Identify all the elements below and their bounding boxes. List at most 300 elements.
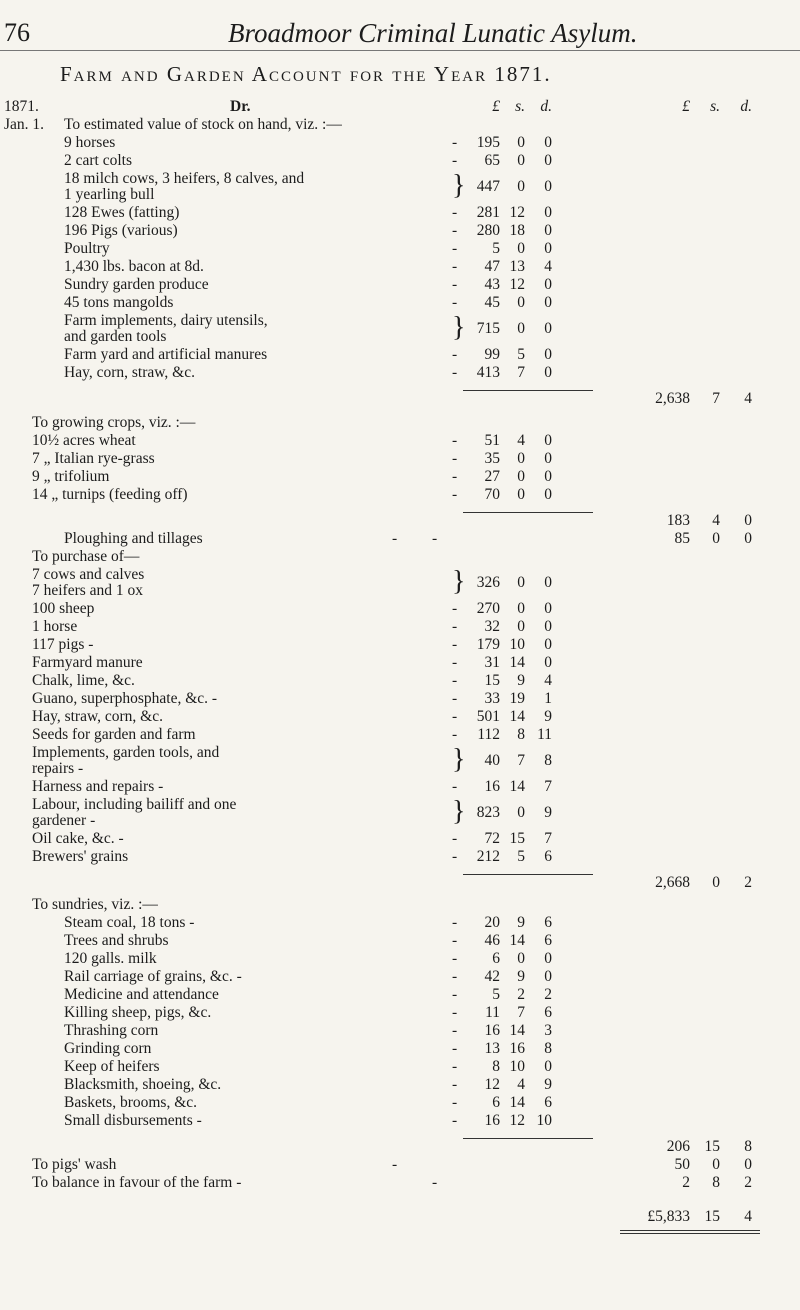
sundries-label: Small disbursements - bbox=[64, 1112, 202, 1129]
year-label: 1871. bbox=[4, 98, 39, 115]
purchase-label-line1: Implements, garden tools, and bbox=[32, 744, 220, 761]
leader-dash: - bbox=[452, 932, 458, 949]
stock-label-line1: 18 milch cows, 3 heifers, 8 calves, and bbox=[64, 170, 305, 187]
leader-dash: - bbox=[452, 468, 458, 485]
purchase-shillings: 0 bbox=[517, 618, 525, 635]
sundries-total-d: 8 bbox=[744, 1138, 752, 1155]
grand-total-rule-2 bbox=[620, 1233, 760, 1234]
purchase-label: Oil cake, &c. - bbox=[32, 830, 124, 847]
sundries-row bbox=[0, 1076, 800, 1094]
leader-dash: - bbox=[452, 1076, 458, 1093]
purchase-row bbox=[0, 690, 800, 708]
purchase-label: Hay, straw, corn, &c. bbox=[32, 708, 163, 725]
purchase-pence: 9 bbox=[544, 708, 552, 725]
stock-row bbox=[0, 222, 800, 240]
purchase-label-line2: gardener - bbox=[32, 812, 96, 829]
purchase-pence: 7 bbox=[544, 778, 552, 795]
purchase-shillings: 0 bbox=[517, 574, 525, 591]
purchase-pence: 0 bbox=[544, 600, 552, 617]
pence-head-2: d. bbox=[740, 98, 752, 115]
leader-dash: - bbox=[452, 830, 458, 847]
stock-label: Sundry garden produce bbox=[64, 276, 209, 293]
leader-dash: - bbox=[452, 258, 458, 275]
stock-row bbox=[0, 364, 800, 382]
ploughing-row: Ploughing and tillages - - 85 0 0 bbox=[64, 530, 752, 547]
stock-pounds: 45 bbox=[484, 294, 500, 311]
sundries-heading-text: To sundries, viz. :— bbox=[32, 896, 158, 913]
leader-dash: - bbox=[452, 134, 458, 151]
purchase-pounds: 179 bbox=[476, 636, 500, 653]
leader-dash: - bbox=[452, 1004, 458, 1021]
sundries-pounds: 16 bbox=[484, 1022, 500, 1039]
purchase-pounds: 40 bbox=[484, 752, 500, 769]
crops-pence: 0 bbox=[544, 450, 552, 467]
purchase-pence: 0 bbox=[544, 618, 552, 635]
stock-pence: 0 bbox=[544, 294, 552, 311]
purchase-pounds: 823 bbox=[476, 804, 500, 821]
purchase-total-l: 2,668 bbox=[655, 874, 690, 891]
crops-heading bbox=[0, 414, 800, 432]
purchase-pence: 0 bbox=[544, 574, 552, 591]
sundries-row bbox=[0, 1112, 800, 1130]
crops-pounds: 35 bbox=[484, 450, 500, 467]
purchase-shillings: 15 bbox=[509, 830, 525, 847]
stock-label: 45 tons mangolds bbox=[64, 294, 174, 311]
stock-pounds: 447 bbox=[476, 178, 500, 195]
purchase-pounds: 33 bbox=[484, 690, 500, 707]
purchase-pounds: 31 bbox=[484, 654, 500, 671]
stock-row bbox=[0, 294, 800, 312]
stock-pence: 0 bbox=[544, 222, 552, 239]
pigs-wash-row: To pigs' wash - 50 0 0 bbox=[32, 1156, 752, 1173]
crops-subtotal-rule bbox=[463, 512, 593, 513]
grand-total-d: 4 bbox=[744, 1208, 752, 1225]
sundries-pounds: 42 bbox=[484, 968, 500, 985]
leader-dash: - bbox=[452, 1022, 458, 1039]
stock-label: Farm yard and artificial manures bbox=[64, 346, 268, 363]
stock-row bbox=[0, 258, 800, 276]
purchase-shillings: 14 bbox=[509, 778, 525, 795]
stock-pounds: 280 bbox=[476, 222, 500, 239]
brace-mark: } bbox=[452, 312, 466, 343]
stock-label: 1,430 lbs. bacon at 8d. bbox=[64, 258, 204, 275]
crops-total-row bbox=[0, 504, 800, 529]
stock-row bbox=[0, 312, 800, 346]
stock-shillings: 12 bbox=[509, 276, 525, 293]
sundries-shillings: 14 bbox=[509, 1094, 525, 1111]
purchase-label-line1: Labour, including bailiff and one bbox=[32, 796, 237, 813]
crops-heading-text: To growing crops, viz. :— bbox=[32, 414, 196, 431]
purchase-pounds: 112 bbox=[477, 726, 500, 743]
stock-row bbox=[0, 152, 800, 170]
sundries-pounds: 6 bbox=[492, 950, 500, 967]
leader-dash: - bbox=[452, 276, 458, 293]
leader-dash: - bbox=[452, 294, 458, 311]
stock-label: 9 horses bbox=[64, 134, 116, 151]
stock-pounds: 5 bbox=[492, 240, 500, 257]
dr-label: Dr. bbox=[230, 98, 251, 115]
purchase-row bbox=[0, 566, 800, 600]
sundries-label: Keep of heifers bbox=[64, 1058, 160, 1075]
balance-row: To balance in favour of the farm - - 2 8 2 bbox=[32, 1174, 752, 1191]
crops-total-s: 4 bbox=[712, 512, 720, 529]
leader-dash: - bbox=[452, 222, 458, 239]
sundries-pence: 8 bbox=[544, 1040, 552, 1057]
sundries-pence: 10 bbox=[536, 1112, 552, 1129]
sundries-shillings: 9 bbox=[517, 968, 525, 985]
purchase-shillings: 10 bbox=[509, 636, 525, 653]
purchase-label-line2: repairs - bbox=[32, 760, 84, 777]
crops-label: 9 „ trifolium bbox=[32, 468, 110, 485]
purchase-row bbox=[0, 778, 800, 796]
stock-row bbox=[0, 346, 800, 364]
leader-dash: - bbox=[452, 848, 458, 865]
sundries-pence: 0 bbox=[544, 950, 552, 967]
pigs-wash-s: 0 bbox=[712, 1156, 720, 1173]
leader-dash: - bbox=[452, 672, 458, 689]
crops-pence: 0 bbox=[544, 468, 552, 485]
grand-total-row bbox=[0, 1208, 800, 1226]
sundries-label: Steam coal, 18 tons - bbox=[64, 914, 195, 931]
sundries-shillings: 7 bbox=[517, 1004, 525, 1021]
sundries-pence: 0 bbox=[544, 1058, 552, 1075]
stock-pence: 4 bbox=[544, 258, 552, 275]
stock-subtotal-rule bbox=[463, 390, 593, 391]
purchase-pence: 0 bbox=[544, 636, 552, 653]
stock-label-line1: Farm implements, dairy utensils, bbox=[64, 312, 268, 329]
purchase-pounds: 15 bbox=[484, 672, 500, 689]
pigs-wash-d: 0 bbox=[744, 1156, 752, 1173]
shillings-head: s. bbox=[515, 98, 525, 115]
sundries-pounds: 11 bbox=[485, 1004, 500, 1021]
grand-total-rules bbox=[0, 1226, 800, 1236]
purchase-pounds: 501 bbox=[476, 708, 500, 725]
sundries-row bbox=[0, 1058, 800, 1076]
purchase-shillings: 14 bbox=[509, 654, 525, 671]
account-title: Farm and Garden Account for the Year 1871. bbox=[60, 62, 552, 86]
sundries-pounds: 13 bbox=[484, 1040, 500, 1057]
leader-dash: - bbox=[452, 1094, 458, 1111]
sundries-pence: 2 bbox=[544, 986, 552, 1003]
sundries-shillings: 9 bbox=[517, 914, 525, 931]
sundries-pounds: 5 bbox=[492, 986, 500, 1003]
sundries-pounds: 8 bbox=[492, 1058, 500, 1075]
sundries-row bbox=[0, 1022, 800, 1040]
header-rule bbox=[0, 50, 800, 51]
stock-pounds: 65 bbox=[484, 152, 500, 169]
purchase-shillings: 5 bbox=[517, 848, 525, 865]
sundries-total-l: 206 bbox=[666, 1138, 690, 1155]
stock-label: Poultry bbox=[64, 240, 110, 257]
purchase-label: Chalk, lime, &c. bbox=[32, 672, 135, 689]
stock-pounds: 715 bbox=[476, 320, 500, 337]
crops-label: 14 „ turnips (feeding off) bbox=[32, 486, 188, 503]
sundries-label: Thrashing corn bbox=[64, 1022, 159, 1039]
leader-dash: - bbox=[452, 778, 458, 795]
stock-shillings: 5 bbox=[517, 346, 525, 363]
crops-total-l: 183 bbox=[666, 512, 690, 529]
stock-shillings: 0 bbox=[517, 134, 525, 151]
purchase-shillings: 9 bbox=[517, 672, 525, 689]
stock-pence: 0 bbox=[544, 204, 552, 221]
brace-mark: } bbox=[452, 170, 466, 201]
purchase-pence: 6 bbox=[544, 848, 552, 865]
purchase-row bbox=[0, 708, 800, 726]
purchase-shillings: 14 bbox=[509, 708, 525, 725]
sundries-label: Trees and shrubs bbox=[64, 932, 169, 949]
balance-d: 2 bbox=[744, 1174, 752, 1191]
purchase-row bbox=[0, 600, 800, 618]
purchase-label: Brewers' grains bbox=[32, 848, 129, 865]
purchase-label: Seeds for garden and farm bbox=[32, 726, 196, 743]
stock-label-line2: 1 yearling bull bbox=[64, 186, 155, 203]
leader-dash: - bbox=[452, 636, 458, 653]
purchase-label: 1 horse bbox=[32, 618, 78, 635]
sundries-pounds: 20 bbox=[484, 914, 500, 931]
sundries-pence: 0 bbox=[544, 968, 552, 985]
sundries-pounds: 12 bbox=[484, 1076, 500, 1093]
stock-pounds: 99 bbox=[484, 346, 500, 363]
brace-mark: } bbox=[452, 796, 466, 827]
leader-dash: - bbox=[452, 1112, 458, 1129]
shillings-head-2: s. bbox=[710, 98, 720, 115]
stock-row bbox=[0, 240, 800, 258]
sundries-shillings: 2 bbox=[517, 986, 525, 1003]
leader-dash: - bbox=[452, 618, 458, 635]
stock-pence: 0 bbox=[544, 276, 552, 293]
sundries-row bbox=[0, 1004, 800, 1022]
purchase-label: Farmyard manure bbox=[32, 654, 143, 671]
sundries-pounds: 16 bbox=[484, 1112, 500, 1129]
leader-dash: - bbox=[452, 600, 458, 617]
sundries-pence: 6 bbox=[544, 914, 552, 931]
leader-dash: - bbox=[452, 346, 458, 363]
purchase-pence: 1 bbox=[544, 690, 552, 707]
sundries-shillings: 12 bbox=[509, 1112, 525, 1129]
leader-dash: - bbox=[452, 914, 458, 931]
crops-shillings: 0 bbox=[517, 450, 525, 467]
leader-dash: - bbox=[452, 486, 458, 503]
purchase-row bbox=[0, 726, 800, 744]
purchase-pence: 4 bbox=[544, 672, 552, 689]
purchase-pence: 8 bbox=[544, 752, 552, 769]
purchase-shillings: 19 bbox=[509, 690, 525, 707]
stock-pence: 0 bbox=[544, 240, 552, 257]
sundries-pence: 3 bbox=[544, 1022, 552, 1039]
purchase-label-line1: 7 cows and calves bbox=[32, 566, 145, 583]
grand-total-s: 15 bbox=[704, 1208, 720, 1225]
sundries-pence: 6 bbox=[544, 1004, 552, 1021]
leader-dash: - bbox=[452, 950, 458, 967]
sundries-label: Blacksmith, shoeing, &c. bbox=[64, 1076, 222, 1093]
grand-total-rule-1 bbox=[620, 1230, 760, 1231]
stock-row bbox=[0, 170, 800, 204]
leader-dash: - bbox=[452, 986, 458, 1003]
sundries-label: Baskets, brooms, &c. bbox=[64, 1094, 198, 1111]
purchase-pounds: 16 bbox=[484, 778, 500, 795]
purchase-row bbox=[0, 654, 800, 672]
purchase-pounds: 212 bbox=[476, 848, 500, 865]
purchase-row bbox=[0, 618, 800, 636]
crops-label: 7 „ Italian rye-grass bbox=[32, 450, 155, 467]
sundries-total-row bbox=[0, 1130, 800, 1155]
crops-pounds: 27 bbox=[484, 468, 500, 485]
stock-pounds: 195 bbox=[476, 134, 500, 151]
leader-dash: - bbox=[452, 654, 458, 671]
leader-dash: - bbox=[452, 708, 458, 725]
brace-mark: } bbox=[452, 566, 466, 597]
sundries-subtotal-rule bbox=[463, 1138, 593, 1139]
crops-pence: 0 bbox=[544, 486, 552, 503]
crops-label: 10½ acres wheat bbox=[32, 432, 136, 449]
stock-label: 196 Pigs (various) bbox=[64, 222, 178, 239]
crops-row bbox=[0, 486, 800, 504]
crops-row bbox=[0, 432, 800, 450]
ploughing-s: 0 bbox=[712, 530, 720, 547]
sundries-label: Grinding corn bbox=[64, 1040, 152, 1057]
grand-total-l: £5,833 bbox=[647, 1208, 690, 1225]
stock-shillings: 0 bbox=[517, 178, 525, 195]
crops-row bbox=[0, 468, 800, 486]
stock-row bbox=[0, 204, 800, 222]
purchase-pence: 0 bbox=[544, 654, 552, 671]
sundries-row bbox=[0, 1040, 800, 1058]
pigs-wash-l: 50 bbox=[674, 1156, 690, 1173]
column-heads bbox=[0, 98, 800, 116]
sundries-pence: 9 bbox=[544, 1076, 552, 1093]
stock-shillings: 7 bbox=[517, 364, 525, 381]
leader-dash: - bbox=[452, 204, 458, 221]
purchase-row bbox=[0, 744, 800, 778]
pounds-head-2: £ bbox=[682, 98, 690, 115]
purchase-row bbox=[0, 796, 800, 830]
stock-pence: 0 bbox=[544, 320, 552, 337]
purchase-heading-text: To purchase of— bbox=[32, 548, 140, 565]
crops-row bbox=[0, 450, 800, 468]
stock-pounds: 43 bbox=[484, 276, 500, 293]
crops-shillings: 0 bbox=[517, 468, 525, 485]
sundries-pence: 6 bbox=[544, 1094, 552, 1111]
pigs-wash-label: To pigs' wash bbox=[32, 1156, 117, 1173]
sundries-label: 120 galls. milk bbox=[64, 950, 157, 967]
stock-date: Jan. 1. bbox=[4, 116, 45, 133]
stock-shillings: 0 bbox=[517, 240, 525, 257]
leader-dash: - bbox=[452, 450, 458, 467]
purchase-pounds: 32 bbox=[484, 618, 500, 635]
crops-pounds: 51 bbox=[484, 432, 500, 449]
page-header bbox=[0, 10, 800, 50]
stock-heading-text: To estimated value of stock on hand, viz. :— bbox=[64, 116, 342, 133]
leader-dash: - bbox=[452, 240, 458, 257]
stock-pounds: 47 bbox=[484, 258, 500, 275]
purchase-pence: 11 bbox=[537, 726, 552, 743]
purchase-label-line2: 7 heifers and 1 ox bbox=[32, 582, 144, 599]
sundries-row bbox=[0, 986, 800, 1004]
sundries-label: Killing sheep, pigs, &c. bbox=[64, 1004, 212, 1021]
stock-heading bbox=[0, 116, 800, 134]
stock-total-s: 7 bbox=[712, 390, 720, 407]
sundries-pounds: 46 bbox=[484, 932, 500, 949]
stock-pence: 0 bbox=[544, 178, 552, 195]
leader-dash: - bbox=[452, 1058, 458, 1075]
leader-dash: - bbox=[452, 690, 458, 707]
purchase-label: Guano, superphosphate, &c. - bbox=[32, 690, 218, 707]
stock-shillings: 12 bbox=[509, 204, 525, 221]
balance-label: To balance in favour of the farm - bbox=[32, 1174, 242, 1191]
stock-shillings: 0 bbox=[517, 152, 525, 169]
sundries-shillings: 10 bbox=[509, 1058, 525, 1075]
sundries-pounds: 6 bbox=[492, 1094, 500, 1111]
running-title: Broadmoor Criminal Lunatic Asylum. bbox=[228, 18, 638, 48]
sundries-pence: 6 bbox=[544, 932, 552, 949]
purchase-label: 117 pigs - bbox=[32, 636, 94, 653]
stock-shillings: 0 bbox=[517, 294, 525, 311]
stock-total-row bbox=[0, 382, 800, 407]
sundries-row bbox=[0, 968, 800, 986]
stock-total-l: 2,638 bbox=[655, 390, 690, 407]
stock-row bbox=[0, 276, 800, 294]
purchase-label: Harness and repairs - bbox=[32, 778, 164, 795]
purchase-heading bbox=[0, 548, 800, 566]
purchase-pence: 7 bbox=[544, 830, 552, 847]
ploughing-l: 85 bbox=[674, 530, 690, 547]
stock-shillings: 0 bbox=[517, 320, 525, 337]
purchase-row bbox=[0, 636, 800, 654]
purchase-row bbox=[0, 830, 800, 848]
stock-pence: 0 bbox=[544, 346, 552, 363]
purchase-shillings: 7 bbox=[517, 752, 525, 769]
stock-pence: 0 bbox=[544, 134, 552, 151]
sundries-shillings: 0 bbox=[517, 950, 525, 967]
sundries-row bbox=[0, 932, 800, 950]
sundries-shillings: 16 bbox=[509, 1040, 525, 1057]
purchase-subtotal-rule bbox=[463, 874, 593, 875]
pence-head: d. bbox=[540, 98, 552, 115]
purchase-pounds: 72 bbox=[484, 830, 500, 847]
pounds-head: £ bbox=[492, 98, 500, 115]
purchase-pence: 9 bbox=[544, 804, 552, 821]
balance-l: 2 bbox=[682, 1174, 690, 1191]
purchase-total-d: 2 bbox=[744, 874, 752, 891]
crops-total-d: 0 bbox=[744, 512, 752, 529]
stock-shillings: 18 bbox=[509, 222, 525, 239]
crops-shillings: 4 bbox=[517, 432, 525, 449]
stock-label: 128 Ewes (fatting) bbox=[64, 204, 180, 221]
leader-dash: - bbox=[452, 726, 458, 743]
stock-total-d: 4 bbox=[744, 390, 752, 407]
sundries-shillings: 14 bbox=[509, 932, 525, 949]
leader-dash: - bbox=[452, 1040, 458, 1057]
crops-shillings: 0 bbox=[517, 486, 525, 503]
stock-pence: 0 bbox=[544, 364, 552, 381]
purchase-shillings: 8 bbox=[517, 726, 525, 743]
page-number: 76 bbox=[4, 18, 30, 47]
stock-label-line2: and garden tools bbox=[64, 328, 167, 345]
sundries-heading bbox=[0, 896, 800, 914]
purchase-total-row bbox=[0, 866, 800, 891]
ploughing-label: Ploughing and tillages bbox=[64, 530, 203, 547]
purchase-total-s: 0 bbox=[712, 874, 720, 891]
stock-pounds: 413 bbox=[476, 364, 500, 381]
leader-dash: - bbox=[452, 968, 458, 985]
stock-pence: 0 bbox=[544, 152, 552, 169]
stock-label: 2 cart colts bbox=[64, 152, 133, 169]
purchase-shillings: 0 bbox=[517, 804, 525, 821]
crops-pence: 0 bbox=[544, 432, 552, 449]
purchase-pounds: 326 bbox=[476, 574, 500, 591]
brace-mark: } bbox=[452, 744, 466, 775]
ledger bbox=[0, 98, 800, 1236]
